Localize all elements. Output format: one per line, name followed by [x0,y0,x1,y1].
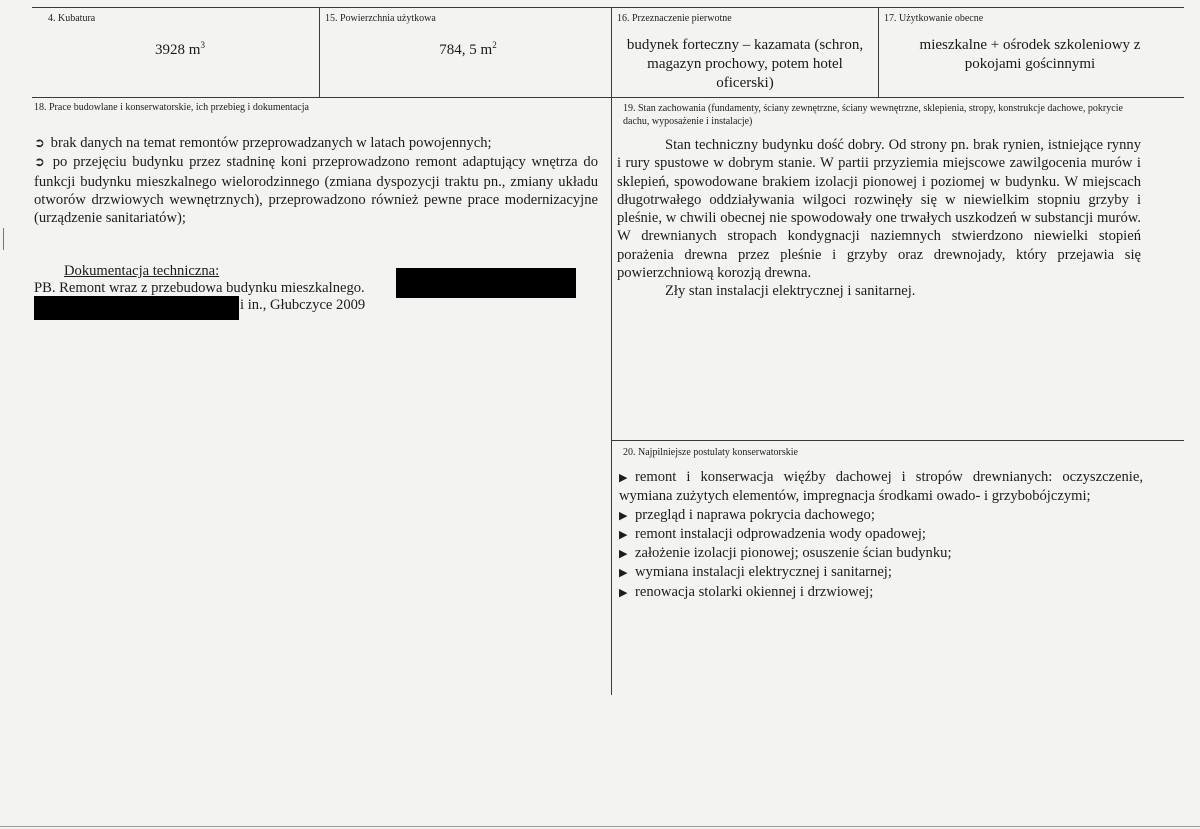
section-20-bullet-6 [619,583,1143,602]
cell-4-value-text: 3928 m [155,42,201,58]
section-20-bullet-5-text: wymiana instalacji elektrycznej i sanitarnej; [635,564,892,581]
section-18-label: 18. Prace budowlane i konserwatorskie, ich przebieg i dokumentacja [34,102,309,113]
section-18-bullet-2 [34,153,598,227]
section-20-bullet-6-text: renowacja stolarki okiennej i drzwiowej; [635,583,874,600]
section-20-bullet-1-text: remont i konserwacja więźby dachowej i stropów drewnianych: oczyszczenie, wymiana zużytych elementów, impregnacja środkami owado- i grzybobójczymi; [619,469,1143,505]
triangle-bullet-icon: ▶ [619,508,628,522]
column-divider-1 [319,7,320,97]
section-18-bullets [34,134,598,227]
section-20-divider-line [611,440,1184,441]
section-19-label: 19. Stan zachowania (fundamenty, ściany zewnętrzne, ściany wewnętrzne, sklepienia, stropy, konstrukcje dachowe, pokrycie dachu, wyposażenie i instalacje) [623,103,1123,127]
column-divider-3 [878,7,879,97]
doc-line-2: i in., Głubczyce 2009 [240,297,366,313]
section-18-bullet-1 [34,134,598,153]
cell-15-value-sup: 2 [492,40,497,50]
circle-arrow-icon: ➲ [34,155,45,171]
row-divider-line [32,97,1184,98]
section-20-bullet-1 [619,468,1143,506]
section-19-text [617,136,1141,301]
section-20-bullets [619,468,1143,602]
section-20-label: 20. Najpilniejsze postulaty konserwatorskie [623,447,798,458]
cell-15-value-text: 784, 5 m [439,42,493,58]
section-20-bullet-2-text: przegląd i naprawa pokrycia dachowego; [635,506,875,523]
triangle-bullet-icon: ▶ [619,566,628,580]
section-20-bullet-3 [619,525,1143,544]
section-20-bullet-4 [619,544,1143,563]
section-20-bullet-5 [619,563,1143,582]
circle-arrow-icon: ➲ [34,136,45,151]
cell-17-value: mieszkalne + ośrodek szkoleniowy z pokojami gościnnymi [919,37,1141,72]
cell-16-value: budynek forteczny – kazamata (schron, magazyn prochowy, potem hotel oficerski) [626,37,864,91]
section-20-bullet-4-text: założenie izolacji pionowej; osuszenie ścian budynku; [635,545,952,562]
cell-16-label: 16. Przeznaczenie pierwotne [617,13,732,24]
bottom-edge-line [0,826,1200,827]
section-20-bullet-3-text: remont instalacji odprowadzenia wody opadowej; [635,525,926,542]
cell-4-value [120,36,240,60]
redaction-block-2 [34,296,239,320]
redaction-block-1 [396,268,576,298]
cell-4-value-sup: 3 [200,40,205,50]
left-margin-mark [3,228,4,250]
cell-15-label: 15. Powierzchnia użytkowa [325,13,436,24]
triangle-bullet-icon: ▶ [619,471,628,484]
column-divider-2 [611,7,612,695]
cell-17-label: 17. Użytkowanie obecne [884,13,984,24]
cell-15-value [408,36,528,60]
section-19-paragraph-2: Zły stan instalacji elektrycznej i sanitarnej. [665,283,916,300]
triangle-bullet-icon: ▶ [619,585,628,599]
section-20-bullet-2 [619,506,1143,525]
cell-4-label: 4. Kubatura [48,13,96,24]
doc-line-1: PB. Remont wraz z przebudowa budynku mieszkalnego. [34,280,365,296]
triangle-bullet-icon: ▶ [619,547,628,561]
section-19-paragraph-1: Stan techniczny budynku dość dobry. Od strony pn. brak rynien, istniejące rynny i rury spustowe w dobrym stanie. W partii przyziemia miejscowe zawilgocenia murów i sklepień, spowodowane brakiem izolacji pionowej i poziomej w budynku. W miejscach długotrwałego oddziaływania wilgoci rozwinęły się w niewielkim stopniu grzyby i pleśnie, w chwili obecnej nie spowodowały one trwałych uszkodzeń w substancji murów. W drewnianych stropach kondygnacji naziemnych stwierdzono niewielki stopień porażenia drewna przez pleśnie i grzyby oraz drewnojady, który przejawia się powierzchniową korozją drewna. [617,137,1141,282]
section-18-bullet-2-text: po przejęciu budynku przez stadninę koni przeprowadzono remont adaptujący wnętrza do funkcji budynku mieszkalnego wielorodzinnego (zmiana dyspozycji traktu pn., zmiany układu otworów drzwiowych wewnętrznych), przeprowadzono również pewne prace modernizacyjne (urządzenie sanitariatów); [34,154,598,227]
doc-heading: Dokumentacja techniczna: [64,263,220,279]
section-18-bullet-1-text: brak danych na temat remontów przeprowadzanych w latach powojennych; [50,135,492,151]
top-border-line [32,7,1184,8]
triangle-bullet-icon: ▶ [619,527,628,541]
